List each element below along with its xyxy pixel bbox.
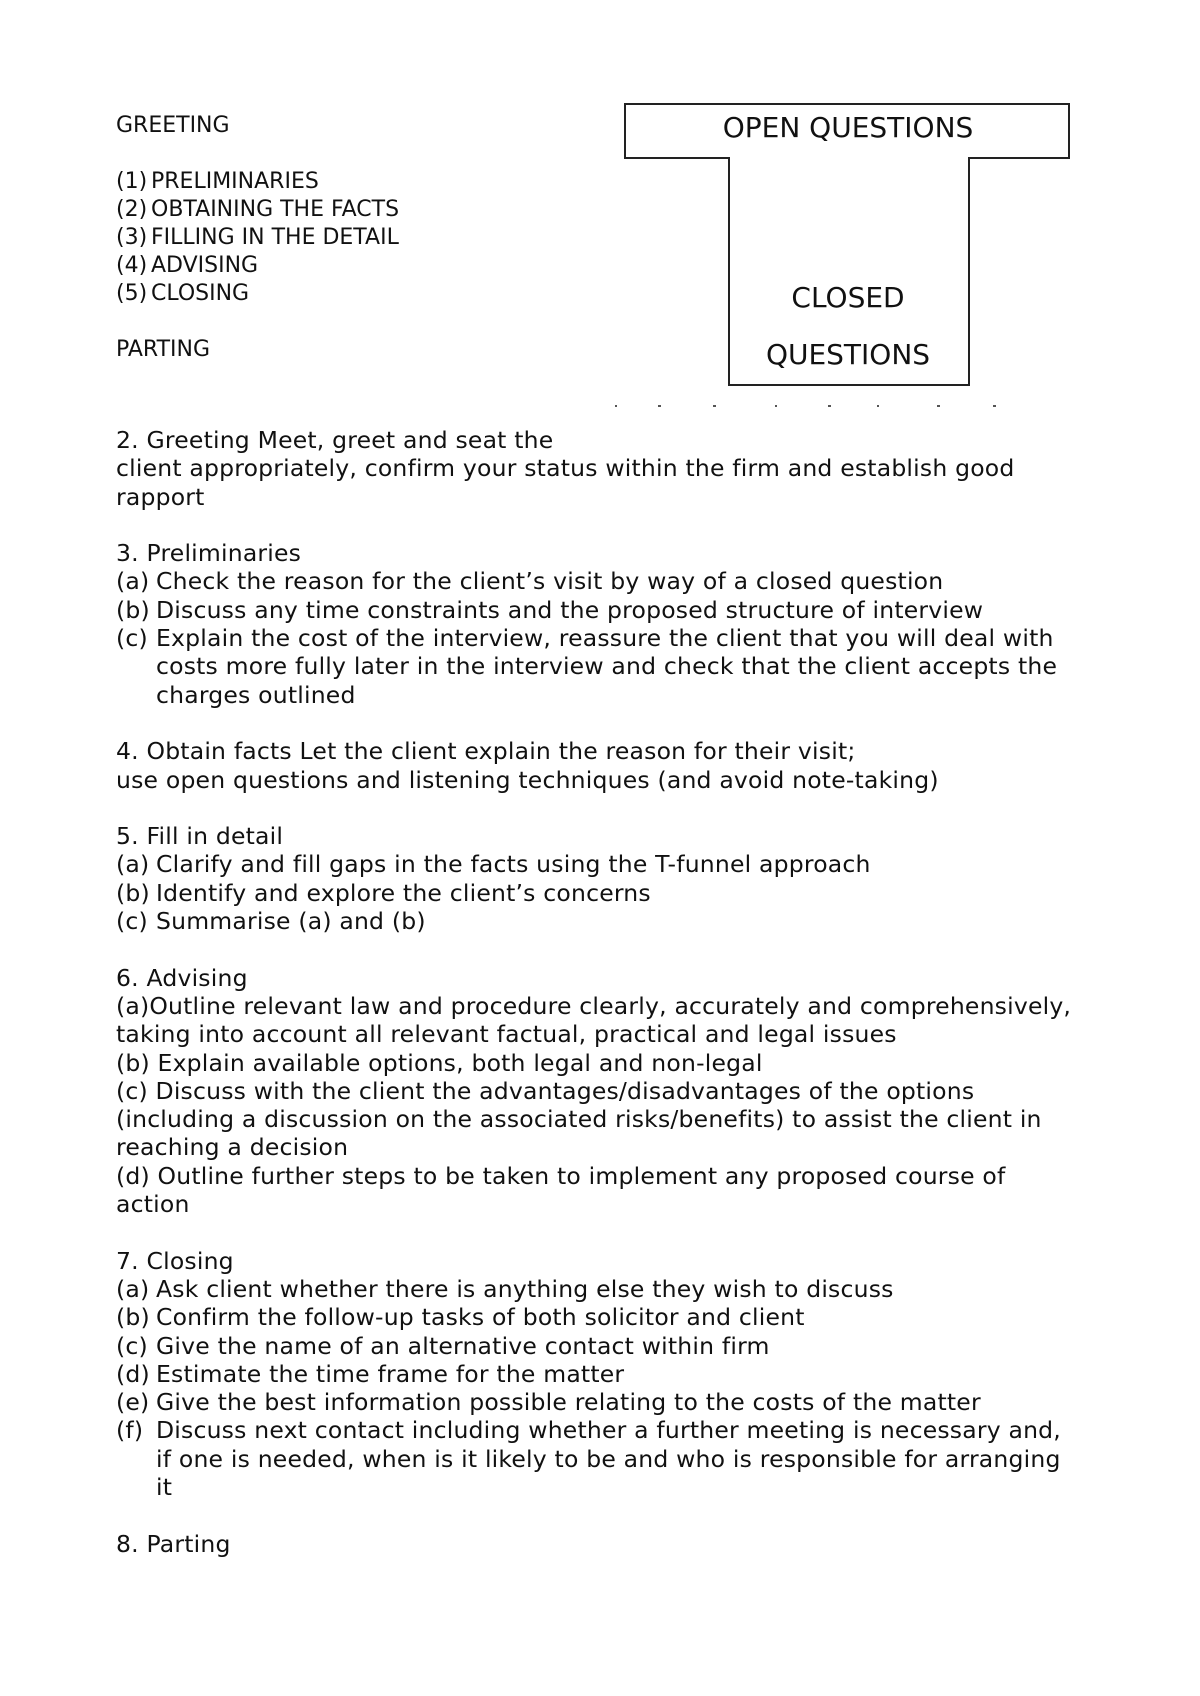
list-item xyxy=(116,596,1096,624)
mark xyxy=(993,405,996,407)
item-line: Discuss any time constraints and the proposed structure of interview xyxy=(156,595,984,624)
stage-number: (3) xyxy=(116,225,148,250)
item-label: (c) xyxy=(116,907,148,936)
greeting-line: 2. Greeting Meet, greet and seat the xyxy=(116,426,554,454)
section-heading: 5. Fill in detail xyxy=(116,822,284,851)
stage-label: ADVISING xyxy=(151,253,259,278)
open-questions-label: OPEN QUESTIONS xyxy=(722,111,974,144)
item-text xyxy=(156,1332,770,1360)
mark xyxy=(615,405,617,407)
list-item xyxy=(116,1303,1096,1331)
mark xyxy=(713,405,716,407)
advising-line: (d) Outline further steps to be taken to implement any proposed course of xyxy=(116,1161,1006,1190)
stage-label: CLOSING xyxy=(151,281,250,306)
mark xyxy=(877,405,879,407)
section-parting xyxy=(116,1530,1096,1558)
section-heading: 7. Closing xyxy=(116,1246,234,1275)
interview-stages-body xyxy=(116,426,1096,1586)
stage-item xyxy=(116,280,399,308)
mark xyxy=(828,405,831,407)
item-line: it xyxy=(156,1472,173,1501)
item-line: costs more fully later in the interview and check that the client accepts the xyxy=(156,652,1058,681)
advising-line: (c) Discuss with the client the advantages/disadvantages of the options xyxy=(116,1076,975,1105)
item-label: (c) xyxy=(116,1331,148,1360)
item-line: Estimate the time frame for the matter xyxy=(156,1359,625,1388)
list-item xyxy=(116,879,1096,907)
obtain-facts-line: use open questions and listening techniques (and avoid note-taking) xyxy=(116,765,939,794)
outline-greeting: GREETING xyxy=(116,113,230,138)
stage-label: FILLING IN THE DETAIL xyxy=(151,225,399,250)
item-text xyxy=(156,1275,894,1303)
list-item xyxy=(116,1360,1096,1388)
section-closing xyxy=(116,1247,1096,1502)
stage-item xyxy=(116,196,399,224)
advising-line: reaching a decision xyxy=(116,1133,349,1162)
item-label: (e) xyxy=(116,1388,150,1417)
advising-line: (including a discussion on the associated risks/benefits) to assist the client in xyxy=(116,1105,1042,1134)
item-text: Identify and explore the client’s concerns xyxy=(156,878,651,907)
item-text xyxy=(156,624,1057,709)
item-label: (f) xyxy=(116,1416,144,1445)
stage-number: (2) xyxy=(116,197,148,222)
item-text xyxy=(156,596,983,624)
closed-questions-label-line2: QUESTIONS xyxy=(765,338,931,371)
advising-line: (a)Outline relevant law and procedure clearly, accurately and comprehensively, xyxy=(116,991,1072,1020)
item-line: Ask client whether there is anything else they wish to discuss xyxy=(156,1274,894,1303)
list-item xyxy=(116,850,1096,878)
advising-line: action xyxy=(116,1190,190,1219)
item-label: (a) xyxy=(116,1274,150,1303)
list-item xyxy=(116,1388,1096,1416)
stage-number: (5) xyxy=(116,281,148,306)
stages-list xyxy=(116,168,399,308)
section-fill-detail xyxy=(116,822,1096,935)
stage-item xyxy=(116,224,399,252)
item-label: (b) xyxy=(116,595,150,624)
item-text xyxy=(156,1303,805,1331)
item-label: (a) xyxy=(116,850,150,879)
mark xyxy=(937,405,940,407)
item-line: Confirm the follow-up tasks of both solicitor and client xyxy=(156,1303,805,1332)
stage-item xyxy=(116,252,399,280)
item-label: (a) xyxy=(116,567,150,596)
item-text xyxy=(156,1416,1061,1501)
stage-label: PRELIMINARIES xyxy=(151,169,319,194)
item-text xyxy=(156,1360,624,1388)
mark xyxy=(775,405,777,407)
item-label: (b) xyxy=(116,878,150,907)
item-text xyxy=(156,1388,981,1416)
outline-parting: PARTING xyxy=(116,337,211,362)
list-item xyxy=(116,567,1096,595)
stage-item xyxy=(116,168,399,196)
obtain-facts-line: 4. Obtain facts Let the client explain the reason for their visit; xyxy=(116,737,856,766)
item-text xyxy=(156,567,943,595)
greeting-line: rapport xyxy=(116,482,205,511)
item-line: Discuss next contact including whether a further meeting is necessary and, xyxy=(156,1416,1061,1445)
item-label: (b) xyxy=(116,1303,150,1332)
item-line: Give the name of an alternative contact within firm xyxy=(156,1331,770,1360)
closed-questions-label-line1: CLOSED xyxy=(791,281,905,314)
item-line: Give the best information possible relating to the costs of the matter xyxy=(156,1388,981,1417)
stage-number: (4) xyxy=(116,253,148,278)
item-line: Explain the cost of the interview, reassure the client that you will deal with xyxy=(156,624,1054,653)
cropped-text-marks xyxy=(615,403,1015,409)
section-heading: 6. Advising xyxy=(116,963,248,992)
stage-number: (1) xyxy=(116,169,148,194)
item-line: if one is needed, when is it likely to be and who is responsible for arranging xyxy=(156,1444,1061,1473)
stages-outline xyxy=(116,112,399,364)
list-item xyxy=(116,1332,1096,1360)
greeting-line: client appropriately, confirm your status within the firm and establish good xyxy=(116,454,1015,483)
item-line: Check the reason for the client’s visit by way of a closed question xyxy=(156,567,944,596)
section-greeting xyxy=(116,426,1096,511)
section-advising xyxy=(116,964,1096,1219)
item-label: (c) xyxy=(116,624,148,653)
section-heading: 8. Parting xyxy=(116,1529,231,1558)
item-text: Clarify and fill gaps in the facts using the T-funnel approach xyxy=(156,850,871,879)
list-item xyxy=(116,907,1096,935)
item-line: charges outlined xyxy=(156,680,356,709)
section-heading: 3. Preliminaries xyxy=(116,539,302,568)
mark xyxy=(658,405,661,407)
item-text: Summarise (a) and (b) xyxy=(156,907,426,936)
list-item xyxy=(116,1416,1096,1501)
section-obtain-facts xyxy=(116,737,1096,794)
advising-line: (b) Explain available options, both legal and non-legal xyxy=(116,1048,763,1077)
stage-label: OBTAINING THE FACTS xyxy=(151,197,400,222)
section-preliminaries xyxy=(116,539,1096,709)
t-funnel-diagram xyxy=(623,102,1073,388)
item-label: (d) xyxy=(116,1359,150,1388)
list-item xyxy=(116,624,1096,709)
list-item xyxy=(116,1275,1096,1303)
advising-line: taking into account all relevant factual, practical and legal issues xyxy=(116,1020,897,1049)
